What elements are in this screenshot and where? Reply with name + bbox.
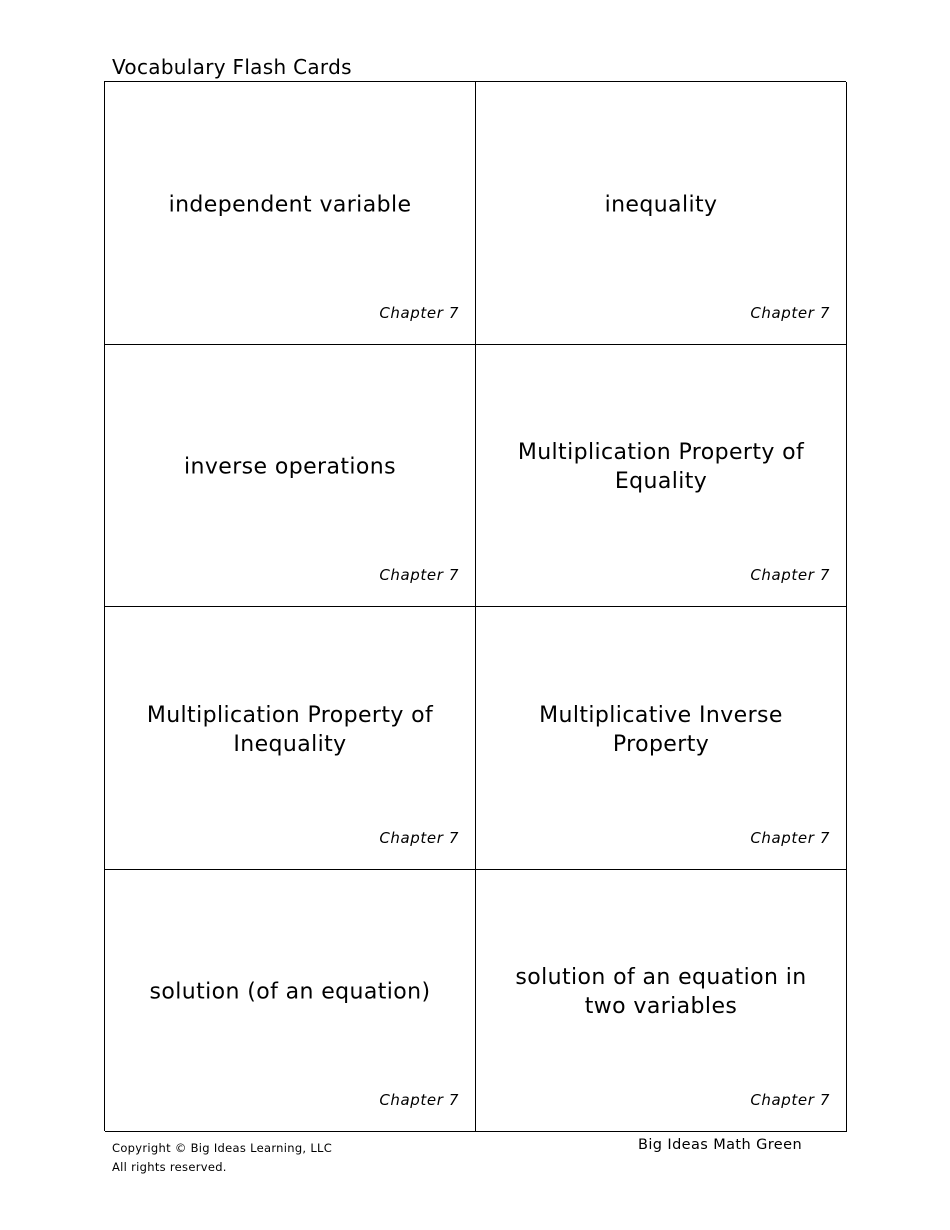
flash-card	[105, 607, 476, 870]
flash-card	[105, 870, 476, 1133]
card-term: solution of an equation in two variables	[515, 965, 807, 1020]
flash-card	[476, 82, 847, 345]
flash-card	[476, 345, 847, 608]
flash-card	[476, 607, 847, 870]
rights-text: All rights reserved.	[112, 1160, 227, 1174]
card-chapter: Chapter 7	[379, 828, 459, 847]
flash-card	[105, 345, 476, 608]
card-term: Multiplication Property of Inequality	[146, 702, 434, 757]
flash-card	[476, 870, 847, 1133]
card-chapter: Chapter 7	[750, 566, 830, 584]
card-chapter: Chapter 7	[379, 566, 459, 584]
flash-card	[105, 82, 476, 345]
card-term: solution (of an equation)	[149, 979, 431, 1005]
copyright-text: Copyright © Big Ideas Learning, LLC	[112, 1141, 333, 1155]
card-chapter: Chapter 7	[750, 303, 830, 322]
footer-brand: Big Ideas Math Green	[638, 1137, 803, 1153]
card-term: Multiplication Property of Equality	[517, 440, 805, 495]
card-term: independent variable	[168, 192, 412, 218]
page-title: Vocabulary Flash Cards	[112, 55, 352, 79]
card-term: inequality	[604, 192, 718, 218]
card-chapter: Chapter 7	[379, 303, 459, 322]
card-chapter: Chapter 7	[750, 828, 830, 847]
card-chapter: Chapter 7	[750, 1091, 830, 1109]
footer-copyright	[112, 1139, 332, 1177]
card-term: Multiplicative Inverse Property	[539, 702, 783, 757]
card-chapter: Chapter 7	[379, 1091, 459, 1109]
card-term: inverse operations	[184, 454, 396, 480]
flash-card-grid	[104, 81, 846, 1131]
